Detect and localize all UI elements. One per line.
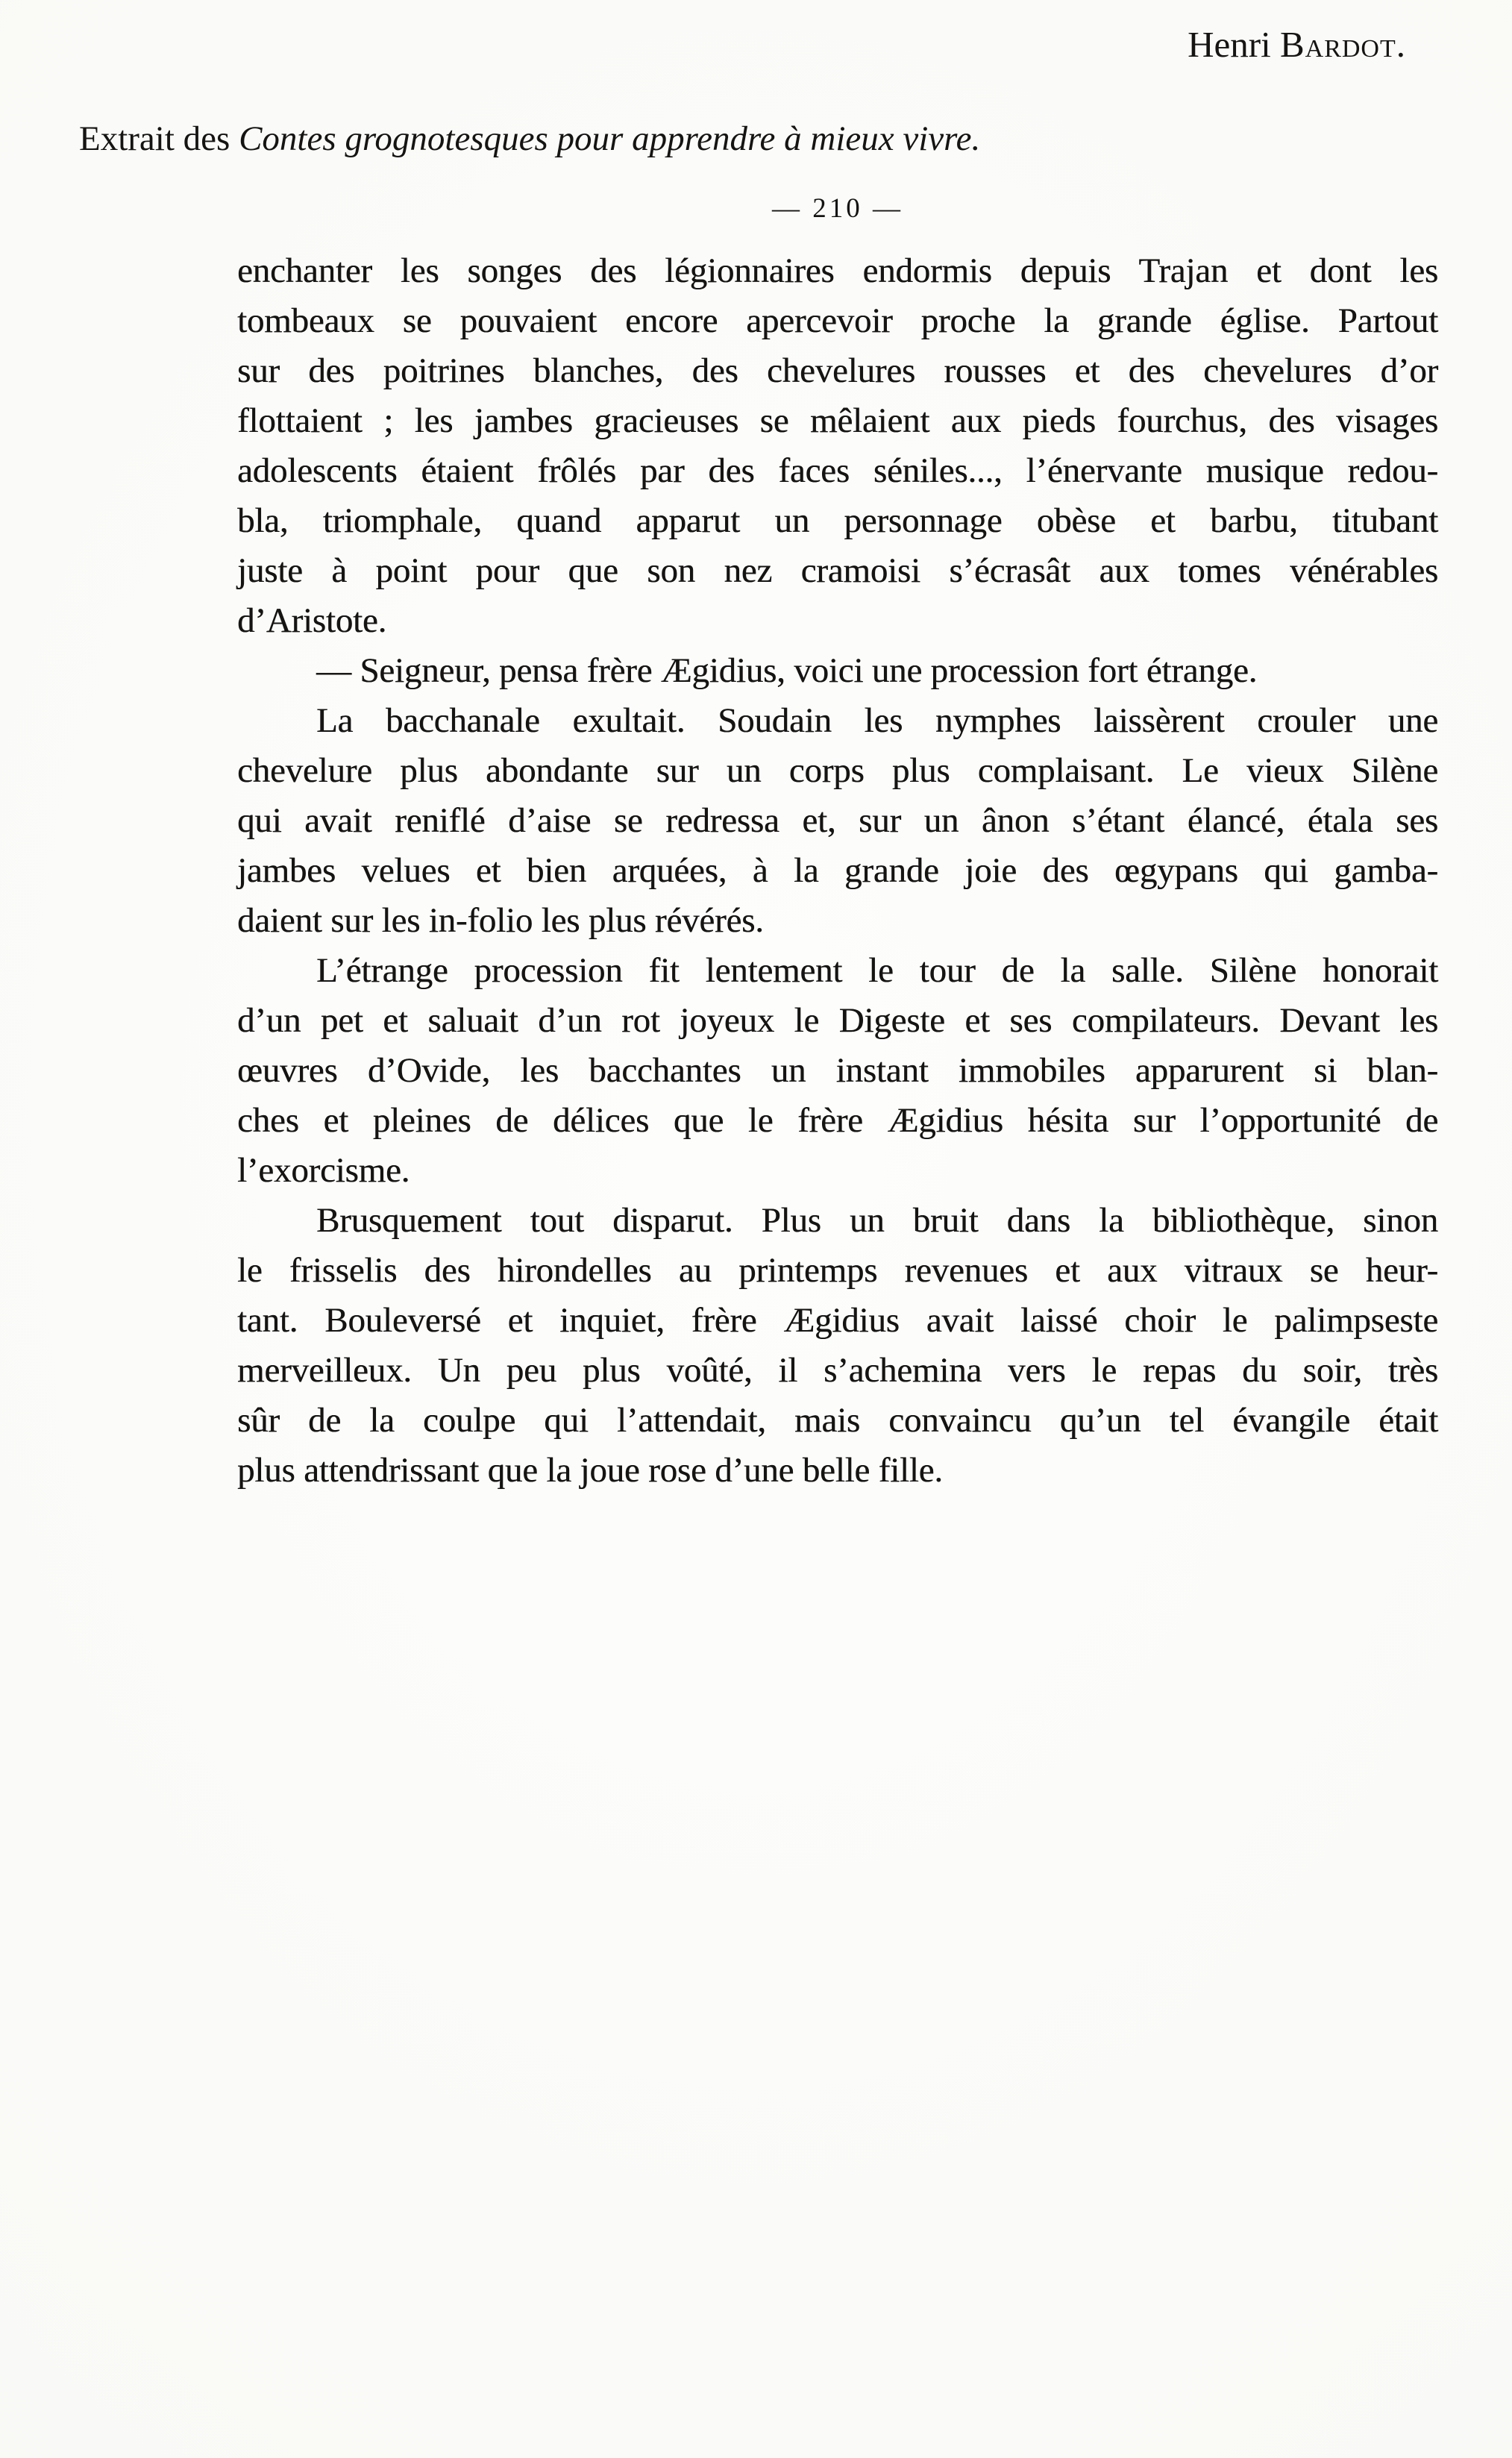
signature-last-name: Bardot. bbox=[1279, 24, 1406, 65]
text-line: plus attendrissant que la joue rose d’une belle fille. bbox=[237, 1451, 943, 1490]
text-line: sûr de la coulpe qui l’attendait, mais convaincu qu’un tel évangile était bbox=[237, 1401, 1438, 1440]
signature bbox=[0, 19, 1512, 69]
text-line: chevelure plus abondante sur un corps plus complaisant. Le vieux Silène bbox=[237, 751, 1438, 790]
text-line: juste à point pour que son nez cramoisi s’écrasât aux tomes vénérables bbox=[237, 551, 1438, 590]
text-line: bla, triomphale, quand apparut un personnage obèse et barbu, titubant bbox=[237, 501, 1438, 540]
paragraph bbox=[237, 246, 1438, 646]
paragraph bbox=[237, 1196, 1438, 1496]
text-line: Brusquement tout disparut. Plus un bruit dans la bibliothèque, sinon bbox=[316, 1201, 1438, 1240]
text-line: tombeaux se pouvaient encore apercevoir proche la grande église. Partout bbox=[237, 301, 1438, 340]
paragraph bbox=[237, 696, 1438, 946]
text-line: merveilleux. Un peu plus voûté, il s’achemina vers le repas du soir, très bbox=[237, 1351, 1438, 1390]
text-line: enchanter les songes des légionnaires endormis depuis Trajan et dont les bbox=[237, 251, 1438, 290]
paragraph bbox=[237, 946, 1438, 1196]
text-line: l’exorcisme. bbox=[237, 1151, 410, 1190]
text-line: tant. Bouleversé et inquiet, frère Ægidius avait laissé choir le palimpseste bbox=[237, 1301, 1438, 1340]
signature-first-name: Henri bbox=[1188, 24, 1280, 65]
text-line: ches et pleines de délices que le frère Ægidius hésita sur l’opportunité de bbox=[237, 1101, 1438, 1140]
text-line: sur des poitrines blanches, des chevelures rousses et des chevelures d’or bbox=[237, 351, 1438, 390]
extract-line bbox=[0, 114, 1512, 164]
text-line: — Seigneur, pensa frère Ægidius, voici une procession fort étrange. bbox=[316, 651, 1258, 690]
text-line: flottaient ; les jambes gracieuses se mêlaient aux pieds fourchus, des visages bbox=[237, 401, 1438, 440]
text-line: jambes velues et bien arquées, à la grande joie des œgypans qui gamba- bbox=[237, 851, 1438, 890]
text-line: daient sur les in-folio les plus révérés. bbox=[237, 901, 764, 940]
extract-prefix: Extrait des bbox=[79, 119, 239, 158]
text-line: d’un pet et saluait d’un rot joyeux le Digeste et ses compilateurs. Devant les bbox=[237, 1001, 1438, 1040]
text-line: L’étrange procession fit lentement le tour de la salle. Silène honorait bbox=[316, 951, 1438, 990]
text-line: La bacchanale exultait. Soudain les nymphes laissèrent crouler une bbox=[316, 701, 1438, 740]
text-line: qui avait reniflé d’aise se redressa et, sur un ânon s’étant élancé, étala ses bbox=[237, 801, 1438, 840]
text-line: adolescents étaient frôlés par des faces séniles..., l’énervante musique redou- bbox=[237, 451, 1438, 490]
text-line: œuvres d’Ovide, les bacchantes un instant immobiles apparurent si blan- bbox=[237, 1051, 1438, 1090]
text-line: d’Aristote. bbox=[237, 601, 387, 640]
paragraph bbox=[237, 646, 1438, 696]
extract-title: Contes grognotesques pour apprendre à mieux vivre. bbox=[239, 119, 981, 158]
body-text bbox=[237, 246, 1438, 1496]
text-line: le frisselis des hirondelles au printemps revenues et aux vitraux se heur- bbox=[237, 1251, 1438, 1290]
page-number: — 210 — bbox=[772, 193, 903, 224]
